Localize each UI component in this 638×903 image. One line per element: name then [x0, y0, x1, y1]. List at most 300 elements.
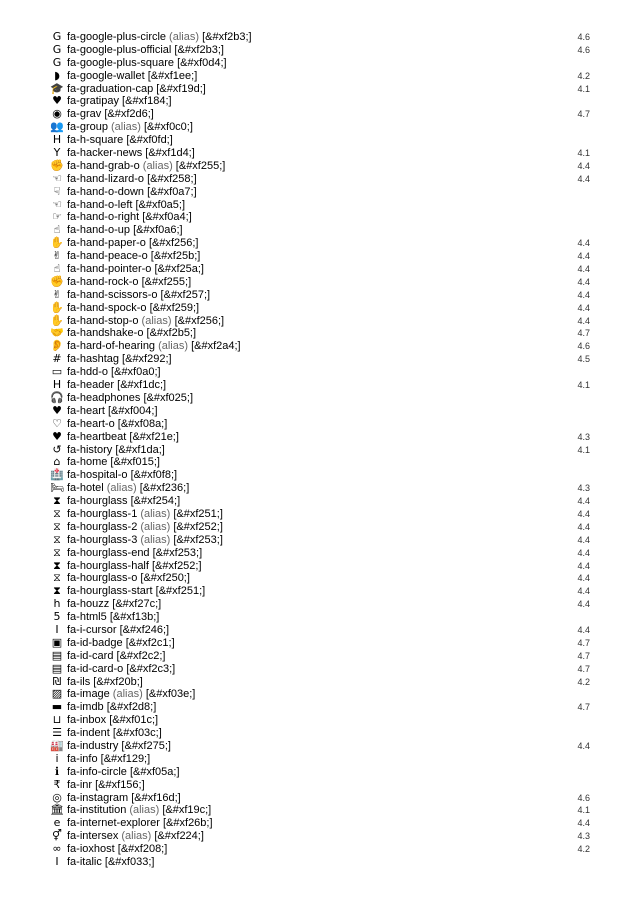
icon-class-name: fa-inbox — [67, 714, 107, 727]
version-number: 4.4 — [577, 521, 590, 532]
list-item-fa-google-plus-circle — [50, 31, 590, 44]
list-item-fa-hourglass-o — [50, 572, 590, 585]
heart-icon: ♥ — [52, 403, 62, 417]
list-item-fa-graduation-cap — [50, 83, 590, 96]
icon-reference-list — [50, 31, 590, 869]
unicode-code: [&#xf1da;] — [115, 443, 165, 456]
list-item-fa-hourglass-2 — [50, 521, 590, 534]
list-item-fa-h-square — [50, 134, 590, 147]
unicode-code: [&#xf2b5;] — [146, 327, 197, 340]
hotel-icon: 🛏 — [50, 481, 64, 495]
hashtag-icon: # — [52, 352, 62, 366]
icon-class-name: fa-hourglass-1 — [67, 507, 138, 520]
icon-class-name: fa-hourglass-half — [67, 559, 149, 572]
version-number: 4.4 — [577, 251, 590, 262]
icon-class-name: fa-google-wallet — [67, 69, 145, 82]
hourglass-icon: ⧗ — [53, 494, 61, 508]
unicode-code: [&#xf254;] — [130, 495, 181, 508]
alias-tag: (alias) — [142, 159, 173, 172]
list-item-fa-hourglass-3 — [50, 534, 590, 547]
version-number: 4.6 — [577, 32, 590, 42]
icon-class-name: fa-history — [67, 443, 113, 456]
version-number: 4.4 — [577, 534, 590, 545]
list-item-fa-hotel — [50, 482, 590, 495]
unicode-code: [&#xf253;] — [173, 533, 223, 546]
version-number: 4.4 — [577, 302, 590, 313]
icon-class-name: fa-info-circle — [67, 765, 127, 778]
list-item-fa-google-plus-official — [50, 44, 590, 57]
list-item-fa-hand-paper-o — [50, 237, 590, 250]
unicode-code: [&#xf129;] — [100, 752, 151, 765]
alias-tag: (alias) — [158, 340, 189, 353]
list-item-fa-hand-spock-o — [50, 302, 590, 315]
list-item-fa-google-wallet — [50, 70, 590, 83]
alias-tag: (alias) — [141, 314, 172, 327]
handshake-icon: 🤝 — [50, 326, 64, 340]
hand-stop-icon: ✋ — [50, 313, 64, 327]
unicode-code: [&#xf251;] — [155, 585, 206, 598]
institution-icon: 🏛 — [50, 803, 64, 817]
version-number: 4.4 — [577, 508, 590, 519]
list-item-fa-headphones — [50, 392, 590, 405]
unicode-code: [&#xf255;] — [175, 159, 226, 172]
version-number: 4.4 — [577, 264, 590, 275]
unicode-code: [&#xf1dc;] — [117, 379, 167, 392]
list-item-fa-intersex — [50, 830, 590, 843]
icon-class-name: fa-hospital-o — [67, 469, 128, 482]
list-item-fa-hand-peace-o — [50, 250, 590, 263]
version-number: 4.7 — [577, 328, 590, 339]
headphones-icon: 🎧 — [50, 390, 64, 404]
icon-class-name: fa-hourglass — [67, 495, 128, 508]
icon-class-name: fa-i-cursor — [67, 623, 117, 636]
unicode-code: [&#xf2a4;] — [191, 340, 241, 353]
heartbeat-icon: ♥ — [52, 429, 62, 443]
google-wallet-icon: ◗ — [54, 68, 60, 82]
unicode-code: [&#xf1ee;] — [147, 69, 198, 82]
version-number: 4.2 — [577, 70, 590, 81]
unicode-code: [&#xf13b;] — [109, 611, 160, 624]
image-icon: ▨ — [51, 687, 63, 701]
ioxhost-icon: ∞ — [52, 842, 62, 856]
icon-class-name: fa-hand-paper-o — [67, 237, 146, 250]
list-item-fa-imdb — [50, 701, 590, 714]
version-number: 4.4 — [577, 238, 590, 249]
indent-icon: ☰ — [52, 726, 62, 740]
inbox-icon: ⊔ — [52, 713, 62, 727]
version-number: 4.4 — [577, 624, 590, 635]
alias-tag: (alias) — [140, 533, 171, 546]
icon-class-name: fa-image — [67, 688, 110, 701]
list-item-fa-hand-o-left — [50, 199, 590, 212]
version-number: 4.4 — [577, 573, 590, 584]
internet-explorer-icon: e — [53, 816, 61, 830]
list-item-fa-history — [50, 444, 590, 457]
icon-class-name: fa-hand-grab-o — [67, 159, 140, 172]
google-plus-circle-icon: G — [52, 30, 62, 43]
list-item-fa-hourglass-start — [50, 585, 590, 598]
version-number: 4.2 — [577, 844, 590, 855]
version-number: 4.6 — [577, 44, 590, 55]
list-item-fa-hourglass — [50, 495, 590, 508]
icon-class-name: fa-intersex — [67, 830, 119, 843]
version-number: 4.5 — [577, 354, 590, 365]
imdb-icon: ▬ — [51, 700, 63, 714]
list-item-fa-info — [50, 753, 590, 766]
icon-class-name: fa-hand-o-right — [67, 211, 140, 224]
hourglass-2-icon: ⧖ — [53, 519, 61, 533]
list-item-fa-hourglass-half — [50, 560, 590, 573]
unicode-code: [&#xf257;] — [160, 288, 211, 301]
list-item-fa-i-cursor — [50, 624, 590, 637]
unicode-code: [&#xf27c;] — [112, 598, 162, 611]
unicode-code: [&#xf2b3;] — [174, 43, 224, 56]
icon-class-name: fa-grav — [67, 108, 102, 121]
unicode-code: [&#xf21e;] — [129, 430, 179, 443]
unicode-code: [&#xf2c3;] — [126, 662, 176, 675]
list-item-fa-industry — [50, 740, 590, 753]
unicode-code: [&#xf256;] — [148, 237, 199, 250]
google-plus-square-icon: G — [52, 55, 62, 69]
unicode-code: [&#xf2d8;] — [106, 701, 157, 714]
id-card-outline-icon: ▤ — [51, 661, 63, 675]
unicode-code: [&#xf033;] — [104, 856, 155, 868]
list-item-fa-inr — [50, 779, 590, 792]
hourglass-outline-icon: ⧖ — [53, 571, 61, 585]
version-number: 4.4 — [577, 599, 590, 610]
icon-class-name: fa-home — [67, 456, 108, 469]
version-number: 4.7 — [577, 663, 590, 674]
unicode-code: [&#xf256;] — [174, 314, 225, 327]
icon-class-name: fa-hand-o-left — [67, 198, 133, 211]
header-icon: H — [52, 378, 62, 392]
icon-class-name: fa-instagram — [67, 791, 129, 804]
hand-peace-icon: ✌ — [52, 249, 62, 263]
icon-class-name: fa-google-plus-circle — [67, 31, 167, 43]
icon-class-name: fa-hotel — [67, 482, 104, 495]
list-item-fa-indent — [50, 727, 590, 740]
list-item-fa-hand-lizard-o — [50, 173, 590, 186]
hand-lizard-icon: ☜ — [52, 171, 62, 185]
unicode-code: [&#xf253;] — [152, 546, 203, 559]
list-item-fa-hashtag — [50, 353, 590, 366]
hourglass-half-icon: ⧗ — [53, 558, 61, 572]
icon-class-name: fa-hand-peace-o — [67, 250, 148, 263]
list-item-fa-hand-grab-o — [50, 160, 590, 173]
hand-down-icon: ☟ — [53, 184, 61, 198]
h-square-icon: H — [52, 133, 62, 147]
version-number: 4.7 — [577, 702, 590, 713]
hand-paper-icon: ✋ — [50, 236, 64, 250]
unicode-code: [&#xf0f8;] — [130, 469, 178, 482]
version-number: 4.1 — [577, 148, 590, 159]
unicode-code: [&#xf20b;] — [93, 675, 143, 688]
unicode-code: [&#xf2d6;] — [104, 108, 154, 121]
group-icon: 👥 — [50, 120, 64, 134]
list-item-fa-instagram — [50, 792, 590, 805]
hand-pointer-icon: ☝ — [53, 262, 61, 276]
hand-rock-icon: ✊ — [50, 274, 64, 288]
list-item-fa-heart — [50, 405, 590, 418]
icon-class-name: fa-houzz — [67, 598, 110, 611]
icon-class-name: fa-hand-o-down — [67, 185, 145, 198]
list-item-fa-ils — [50, 676, 590, 689]
unicode-code: [&#xf224;] — [154, 830, 204, 843]
version-number: 4.1 — [577, 444, 590, 455]
intersex-icon: ⚥ — [52, 829, 62, 843]
icon-class-name: fa-graduation-cap — [67, 82, 154, 95]
list-item-fa-image — [50, 688, 590, 701]
icon-class-name: fa-hourglass-3 — [67, 533, 138, 546]
alias-tag: (alias) — [112, 688, 143, 701]
icon-class-name: fa-gratipay — [67, 95, 119, 108]
list-item-fa-handshake-o — [50, 327, 590, 340]
version-number: 4.1 — [577, 83, 590, 94]
unicode-code: [&#xf03c;] — [112, 727, 162, 740]
list-item-fa-hdd-o — [50, 366, 590, 379]
icon-class-name: fa-hdd-o — [67, 366, 108, 379]
alias-tag: (alias) — [106, 482, 137, 495]
icon-class-name: fa-id-card-o — [67, 662, 124, 675]
unicode-code: [&#xf251;] — [173, 507, 223, 520]
list-item-fa-google-plus-square — [50, 57, 590, 70]
unicode-code: [&#xf004;] — [107, 404, 158, 417]
list-item-fa-hand-o-right — [50, 211, 590, 224]
list-item-fa-hand-o-down — [50, 186, 590, 199]
hand-scissors-icon: ✌ — [52, 287, 62, 301]
version-number: 4.4 — [577, 315, 590, 326]
icon-class-name: fa-id-badge — [67, 636, 123, 649]
unicode-code: [&#xf255;] — [141, 275, 192, 288]
unicode-code: [&#xf0a4;] — [142, 211, 192, 224]
heart-outline-icon: ♡ — [52, 416, 62, 430]
icon-class-name: fa-info — [67, 752, 98, 765]
unicode-code: [&#xf0fd;] — [126, 134, 173, 147]
list-item-fa-heart-o — [50, 418, 590, 431]
history-icon: ↺ — [52, 442, 62, 456]
html5-icon: 5 — [53, 610, 61, 624]
list-item-fa-hand-pointer-o — [50, 263, 590, 276]
list-item-fa-info-circle — [50, 766, 590, 779]
hard-of-hearing-icon: 👂 — [50, 339, 64, 353]
list-item-fa-id-card-o — [50, 663, 590, 676]
icon-class-name: fa-inr — [67, 778, 93, 791]
unicode-code: [&#xf1d4;] — [145, 147, 195, 160]
icon-class-name: fa-hacker-news — [67, 147, 143, 160]
version-number: 4.4 — [577, 547, 590, 558]
list-item-fa-grav — [50, 108, 590, 121]
icon-class-name: fa-hard-of-hearing — [67, 340, 156, 353]
unicode-code: [&#xf292;] — [122, 353, 172, 366]
icon-class-name: fa-header — [67, 379, 115, 392]
hand-grab-icon: ✊ — [50, 158, 64, 172]
version-number: 4.1 — [577, 380, 590, 391]
unicode-code: [&#xf01c;] — [109, 714, 159, 727]
version-number: 4.4 — [577, 496, 590, 507]
unicode-code: [&#xf0a6;] — [133, 224, 183, 237]
i-cursor-icon: I — [55, 622, 59, 636]
icon-class-name: fa-google-plus-square — [67, 56, 175, 69]
unicode-code: [&#xf05a;] — [129, 765, 180, 778]
list-item-fa-html5 — [50, 611, 590, 624]
info-icon: i — [55, 751, 59, 765]
unicode-code: [&#xf259;] — [149, 301, 200, 314]
version-number: 4.6 — [577, 792, 590, 803]
list-item-fa-hospital-o — [50, 469, 590, 482]
list-item-fa-institution — [50, 804, 590, 817]
icon-class-name: fa-heartbeat — [67, 430, 127, 443]
version-number: 4.6 — [577, 341, 590, 352]
icon-class-name: fa-group — [67, 121, 108, 134]
industry-icon: 🏭 — [50, 738, 64, 752]
alias-tag: (alias) — [121, 830, 152, 843]
houzz-icon: h — [53, 597, 61, 611]
grav-icon: ◉ — [52, 107, 62, 121]
list-item-fa-hand-scissors-o — [50, 289, 590, 302]
unicode-code: [&#xf0a7;] — [147, 185, 197, 198]
unicode-code: [&#xf236;] — [139, 482, 190, 495]
hourglass-start-icon: ⧗ — [53, 584, 61, 598]
icon-class-name: fa-internet-explorer — [67, 817, 160, 830]
version-number: 4.4 — [577, 740, 590, 751]
version-number: 4.3 — [577, 831, 590, 842]
list-item-fa-id-badge — [50, 637, 590, 650]
version-number: 4.3 — [577, 483, 590, 494]
list-item-fa-hand-rock-o — [50, 276, 590, 289]
unicode-code: [&#xf16d;] — [131, 791, 181, 804]
unicode-code: [&#xf19d;] — [156, 82, 206, 95]
version-number: 4.4 — [577, 586, 590, 597]
version-number: 4.7 — [577, 650, 590, 661]
list-item-fa-houzz — [50, 598, 590, 611]
hdd-icon: ▭ — [51, 365, 63, 379]
icon-class-name: fa-ioxhost — [67, 843, 115, 856]
id-card-icon: ▤ — [51, 648, 63, 662]
version-number: 4.1 — [577, 805, 590, 816]
hacker-news-icon: Y — [53, 146, 61, 160]
version-number: 4.4 — [577, 289, 590, 300]
hand-left-icon: ☜ — [52, 197, 62, 211]
unicode-code: [&#xf0a0;] — [111, 366, 161, 379]
hourglass-3-icon: ⧖ — [53, 532, 61, 546]
unicode-code: [&#xf156;] — [95, 778, 145, 791]
icon-class-name: fa-hand-stop-o — [67, 314, 139, 327]
icon-class-name: fa-hand-scissors-o — [67, 288, 158, 301]
unicode-code: [&#xf03e;] — [145, 688, 196, 701]
version-number: 4.7 — [577, 637, 590, 648]
icon-class-name: fa-hand-o-up — [67, 224, 130, 237]
unicode-code: [&#xf275;] — [121, 739, 171, 752]
list-item-fa-internet-explorer — [50, 817, 590, 830]
unicode-code: [&#xf25a;] — [154, 263, 204, 276]
unicode-code: [&#xf2b3;] — [202, 31, 252, 43]
icon-class-name: fa-heart — [67, 404, 105, 417]
id-badge-icon: ▣ — [51, 635, 63, 649]
list-item-fa-inbox — [50, 714, 590, 727]
version-number: 4.4 — [577, 173, 590, 184]
version-number: 4.4 — [577, 276, 590, 287]
unicode-code: [&#xf184;] — [122, 95, 172, 108]
unicode-code: [&#xf0a5;] — [135, 198, 186, 211]
unicode-code: [&#xf0d4;] — [177, 56, 227, 69]
inr-icon: ₹ — [53, 777, 61, 791]
ils-icon: ₪ — [52, 674, 62, 688]
unicode-code: [&#xf015;] — [110, 456, 160, 469]
unicode-code: [&#xf208;] — [117, 843, 168, 856]
alias-tag: (alias) — [140, 520, 171, 533]
hand-up-icon: ☝ — [53, 223, 61, 237]
list-item-fa-heartbeat — [50, 431, 590, 444]
list-item-fa-hand-stop-o — [50, 315, 590, 328]
list-item-fa-header — [50, 379, 590, 392]
version-number: 4.2 — [577, 676, 590, 687]
version-number: 4.7 — [577, 109, 590, 120]
info-circle-icon: ℹ — [54, 764, 60, 778]
unicode-code: [&#xf2c1;] — [125, 636, 175, 649]
list-item-fa-hourglass-1 — [50, 508, 590, 521]
hourglass-end-icon: ⧖ — [53, 545, 61, 559]
list-item-fa-gratipay — [50, 95, 590, 108]
icon-class-name: fa-italic — [67, 856, 102, 868]
icon-class-name: fa-headphones — [67, 391, 141, 404]
unicode-code: [&#xf08a;] — [117, 417, 168, 430]
icon-class-name: fa-industry — [67, 739, 119, 752]
icon-class-name: fa-imdb — [67, 701, 104, 714]
icon-class-name: fa-hourglass-o — [67, 572, 138, 585]
icon-class-name: fa-google-plus-official — [67, 43, 172, 56]
icon-class-name: fa-hourglass-start — [67, 585, 153, 598]
version-number: 4.4 — [577, 160, 590, 171]
unicode-code: [&#xf25b;] — [150, 250, 201, 263]
icon-class-name: fa-id-card — [67, 649, 114, 662]
alias-tag: (alias) — [169, 31, 199, 43]
list-item-fa-group — [50, 121, 590, 134]
alias-tag: (alias) — [140, 507, 171, 520]
unicode-code: [&#xf0c0;] — [144, 121, 193, 134]
unicode-code: [&#xf258;] — [147, 172, 197, 185]
list-item-fa-hard-of-hearing — [50, 340, 590, 353]
hand-right-icon: ☞ — [52, 210, 62, 224]
hospital-icon: 🏥 — [50, 468, 64, 482]
graduation-cap-icon: 🎓 — [50, 81, 64, 95]
list-item-fa-hand-o-up — [50, 224, 590, 237]
list-item-fa-hacker-news — [50, 147, 590, 160]
unicode-code: [&#xf250;] — [140, 572, 190, 585]
icon-class-name: fa-handshake-o — [67, 327, 144, 340]
icon-class-name: fa-hand-lizard-o — [67, 172, 145, 185]
icon-class-name: fa-heart-o — [67, 417, 115, 430]
icon-class-name: fa-html5 — [67, 611, 107, 624]
alias-tag: (alias) — [129, 804, 160, 817]
italic-icon: I — [55, 855, 59, 868]
list-item-fa-home — [50, 456, 590, 469]
icon-class-name: fa-hourglass-end — [67, 546, 150, 559]
version-number: 4.4 — [577, 818, 590, 829]
icon-class-name: fa-indent — [67, 727, 110, 740]
list-item-fa-italic — [50, 856, 590, 869]
icon-class-name: fa-hourglass-2 — [67, 520, 138, 533]
unicode-code: [&#xf252;] — [152, 559, 202, 572]
list-item-fa-ioxhost — [50, 843, 590, 856]
icon-class-name: fa-hashtag — [67, 353, 119, 366]
google-plus-official-icon: G — [52, 42, 62, 56]
icon-class-name: fa-hand-rock-o — [67, 275, 139, 288]
icon-class-name: fa-hand-spock-o — [67, 301, 147, 314]
unicode-code: [&#xf025;] — [143, 391, 194, 404]
instagram-icon: ◎ — [52, 790, 62, 804]
icon-class-name: fa-h-square — [67, 134, 124, 147]
hourglass-1-icon: ⧖ — [53, 506, 61, 520]
